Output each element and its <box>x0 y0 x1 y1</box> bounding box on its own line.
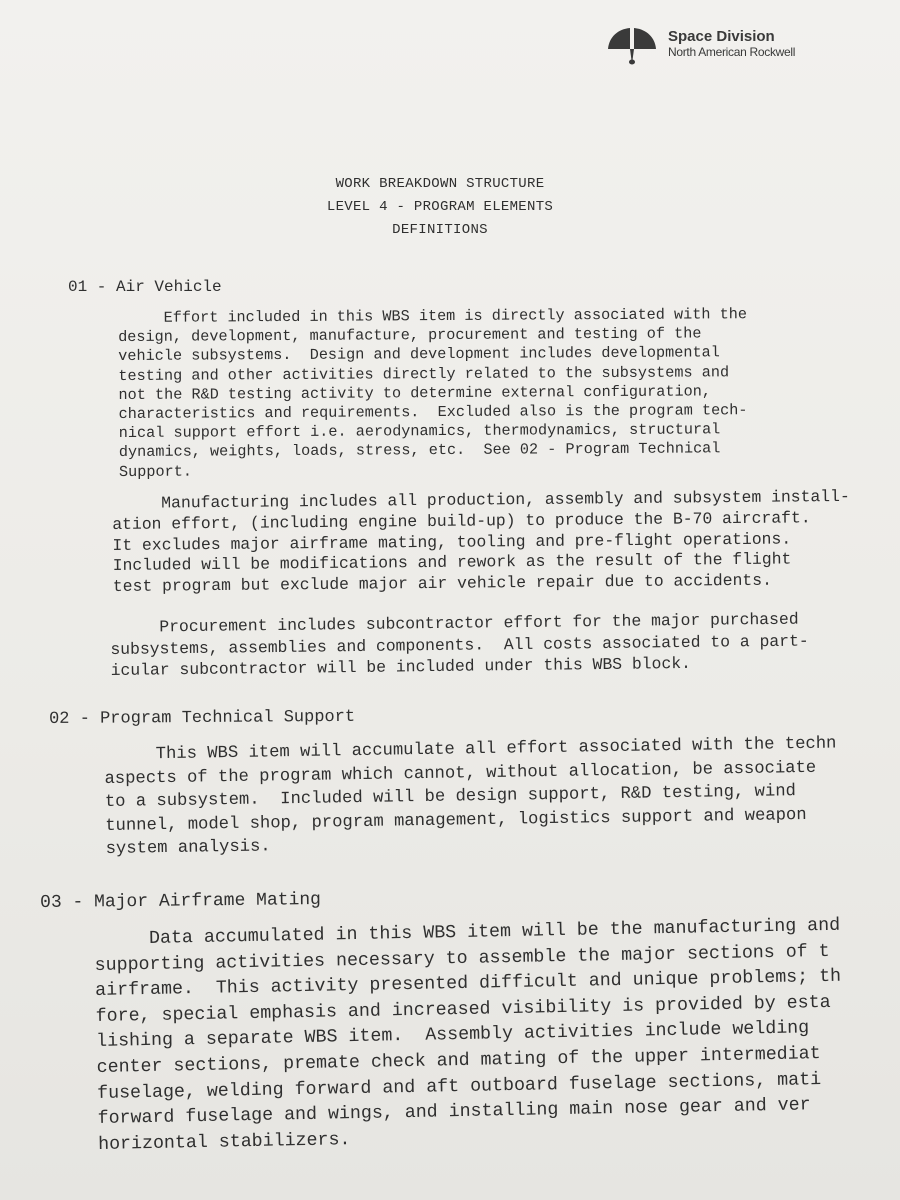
rockwell-emblem-icon <box>604 24 660 68</box>
document-section-label: DEFINITIONS <box>392 222 488 238</box>
document-title: WORK BREAKDOWN STRUCTURE <box>335 176 545 192</box>
paragraph-air-vehicle-effort: Effort included in this WBS item is directly associated with the design, development, manufacture, procurement and testing of the vehicle subsystems. Design and development includes developmental testing and other activities directly related to the subsystems and not the R&D testing activity to determine external configuration, characteristics and requirements. Excluded also is the program tech- nical support effort i.e. aerodynamics, thermodynamics, structural dynamics, weights, loads, stress, etc. See 02 - Program Technical Support. <box>118 305 748 481</box>
paragraph-air-vehicle-manufacturing: Manufacturing includes all production, assembly and subsystem install- ation effort, (including engine build-up) to produce the B-70 aircraft. It excludes major airframe mating, tooling and pre-flight operations. Included will be modifications and rework as the result of the flight test program but exclude major air vehicle repair due to accidents. <box>112 486 850 597</box>
paragraph-program-technical-support: This WBS item will accumulate all effort associated with the techn aspects of the program which cannot, without allocation, be associate to a subsystem. Included will be design support, R&D testing, wind tunnel, model shop, program management, logistics support and weapon system analysis. <box>104 734 837 859</box>
section-title-program-technical-support: 02 - Program Technical Support <box>49 707 356 729</box>
document-subtitle: LEVEL 4 - PROGRAM ELEMENTS <box>326 199 554 215</box>
letterhead-logo <box>604 24 795 68</box>
company-name: Space Division <box>668 28 775 45</box>
section-title-air-vehicle: 01 - Air Vehicle <box>68 278 222 296</box>
section-title-major-airframe-mating: 03 - Major Airframe Mating <box>40 890 322 913</box>
paragraph-major-airframe-mating: Data accumulated in this WBS item will be the manufacturing and supporting activities necessary to assemble the major sections of t airframe. This activity presented difficult and unique problems; th fore, special emphasis and increased visibility is provided by esta lishing a separate WBS item. Assembly activities include welding center sections, premate check and mating of the upper intermediat fuselage, welding forward and aft outboard fuselage sections, mati forward fuselage and wings, and installing main nose gear and ver horizontal stabilizers. <box>94 915 842 1155</box>
parent-company-name: North American Rockwell <box>668 45 796 59</box>
paragraph-air-vehicle-procurement: Procurement includes subcontractor effort for the major purchased subsystems, assemblies and components. All costs associated to a part- icular subcontractor will be included under this WBS block. <box>110 609 809 680</box>
